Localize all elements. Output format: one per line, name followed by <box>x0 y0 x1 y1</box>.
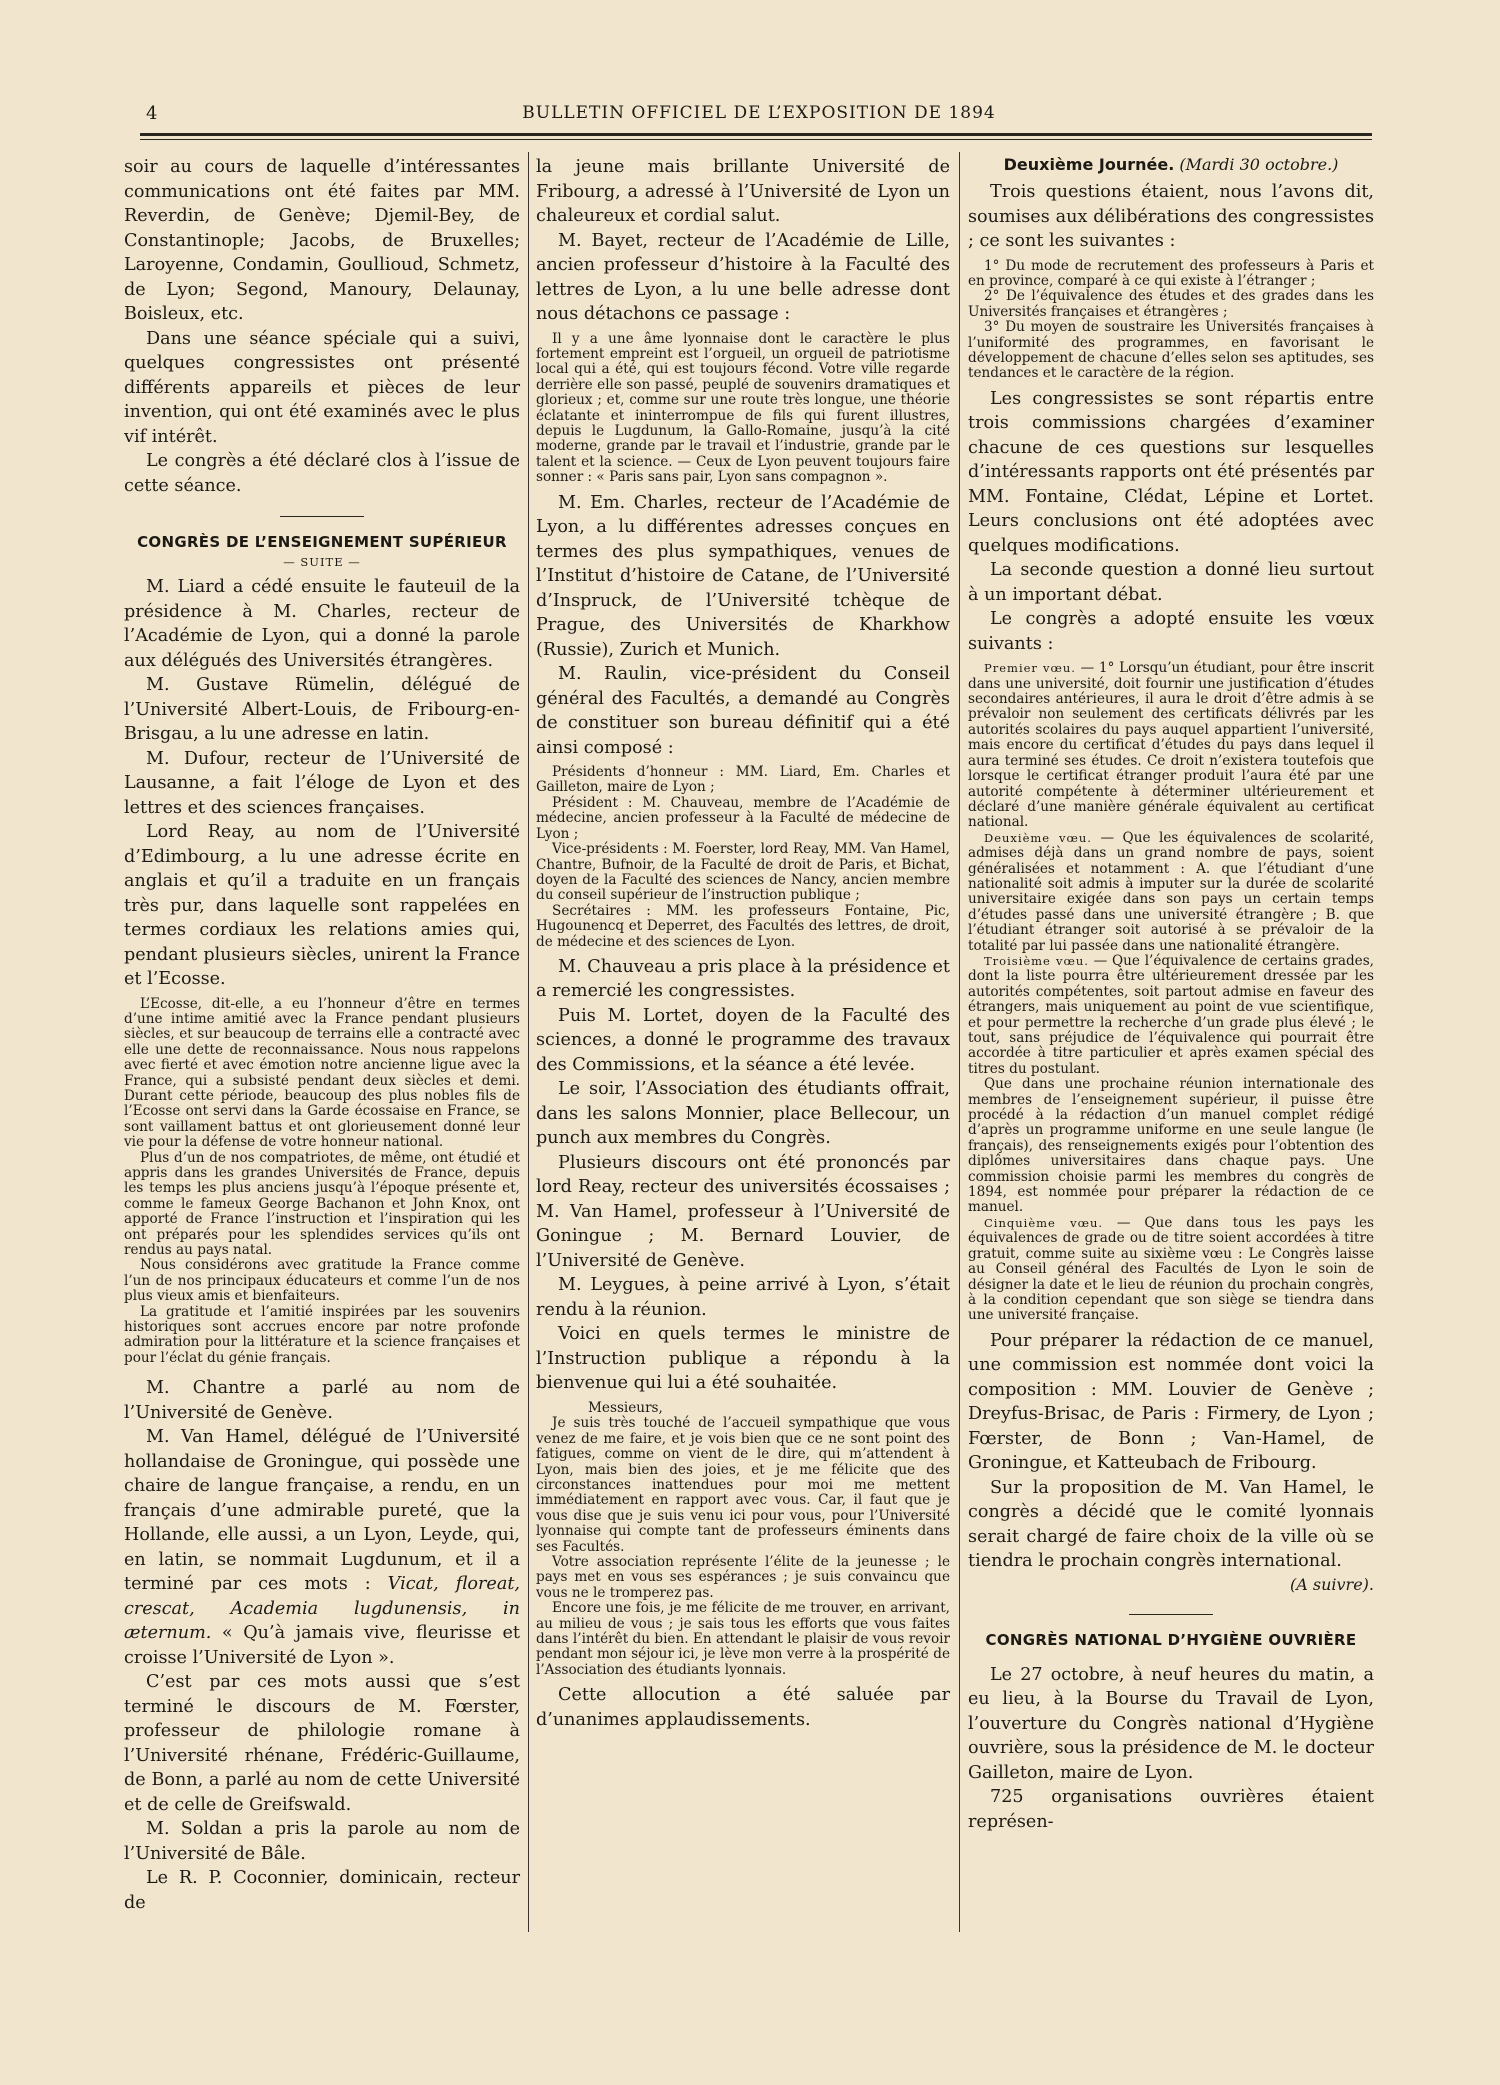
paragraph: M. Gustave Rümelin, délégué de l’Université Albert-Louis, de Fribourg-en-Brisgau, a lu une adresse en latin. <box>124 675 520 744</box>
paragraph: Le 27 octobre, à neuf heures du matin, a eu lieu, à la Bourse du Travail de Lyon, l’ouverture du Congrès national d’Hygiène ouvrière, sous la présidence de M. le docteur Gailleton, maire de Lyon. <box>968 1664 1374 1783</box>
paragraph: Le soir, l’Association des étudiants offrait, dans les salons Monnier, place Bellecour, un punch aux membres du Congrès. <box>536 1079 950 1149</box>
resolution-label: Premier vœu. <box>984 661 1076 676</box>
resolution: Que dans une prochaine réunion internationale des membres de l’enseignement supérieur, il puisse être procédé à la rédaction d’un manuel complet rédigé d’après un programme uniforme en une seule langue (le français), des renseignements exigés pour l’obtention des diplômes universitaires dans chaque pays. Une commission choisie parmi les membres du congrès de 1894, est nommée pour préparer la rédaction de ce manuel. <box>968 1076 1374 1216</box>
paragraph: M. Chantre a parlé au nom de l’Université de Genève. <box>124 1378 520 1423</box>
paragraph: M. Bayet, recteur de l’Académie de Lille, ancien professeur d’histoire à la Faculté des lettres de Lyon, a lu une belle adresse dont nous détachons ce passage : <box>536 230 950 324</box>
paragraph: La seconde question a donné lieu surtout à un important débat. <box>968 560 1374 605</box>
section-divider <box>1129 1614 1213 1615</box>
quoted-paragraph: La gratitude et l’amitié inspirées par les souvenirs historiques sont accrues encore par notre profonde admiration pour la littérature et la science françaises et pour l’éclat du génie français. <box>124 1303 520 1366</box>
paragraph: M. Soldan a pris la parole au nom de l’Université de Bâle. <box>124 1819 520 1864</box>
paragraph-text: M. Van Hamel, délégué de l’Université hollandaise de Groningue, qui possède une chaire de langue française, a rendu, en un français d’une admirable pureté, que la Hollande, elle aussi, a un Lyon, Leyde, qui, en latin, se nommait Lugdunum, et il a terminé par ces mots : <box>124 1427 520 1595</box>
section-subheading: — SUITE — <box>283 555 361 569</box>
column-3 <box>968 155 1374 1834</box>
paragraph: Dans une séance spéciale qui a suivi, quelques congressistes ont présenté différents appareils et pièces de leur invention, qui ont été examinés avec le plus vif intérêt. <box>124 328 520 447</box>
latin-quote: Vicat, floreat, crescat, Academia lugdunensis, in æternum. <box>124 1574 520 1644</box>
paragraph: M. Em. Charles, recteur de l’Académie de Lyon, a lu différentes adresses conçues en termes des plus sympathiques, venues de l’Institut d’histoire de Catane, de l’Université d’Inspruck, de l’Université tchèque de Prague, des Universités de Kharkhow (Russie), Zurich et Munich. <box>536 492 950 660</box>
resolution <box>968 954 1374 1077</box>
section-divider <box>280 516 364 517</box>
quoted-paragraph: Plus d’un de nos compatriotes, de même, ont étudié et appris dans les grandes Universités de France, depuis les temps les plus anciens jusqu’à l’époque présente et, comme le fameux George Bachanon et John Knox, ont apporté de France l’instruction et l’inspiration qui les ont préparés pour les splendides services qu’ils ont rendus au pays natal. <box>124 1149 520 1258</box>
quoted-paragraph: L’Ecosse, dit-elle, a eu l’honneur d’être en termes d’une intime amitié avec la France pendant plusieurs siècles, et sur beaucoup de terrains elle a contracté avec elle une dette de reconnaissance. Nous nous rappelons avec fierté et avec émotion notre ancienne ligue avec la France, qui a subsisté pendant deux siècles et demi. Durant cette période, beaucoup des plus nobles fils de l’Ecosse ont servi dans la Garde écossaise en France, se sont vaillament battus et ont glorieusement donné leur vie pour la défense de votre honneur national. <box>124 995 520 1151</box>
paragraph: Cette allocution a été saluée par d’unanimes applaudissements. <box>536 1685 950 1730</box>
paragraph: Voici en quels termes le ministre de l’Instruction publique a répondu à la bienvenue qui lui a été souhaitée. <box>536 1324 950 1394</box>
paragraph <box>124 1425 520 1670</box>
paragraph: Pour préparer la rédaction de ce manuel, une commission est nommée dont voici la composition : MM. Louvier de Genève ; Dreyfus-Brisac, de Paris : Firmery, de Lyon ; Fœrster, de Bonn ; Van-Hamel, de Groningue, et Katteubach de Fribourg. <box>968 1330 1374 1474</box>
resolution <box>968 1216 1374 1324</box>
paragraph: Puis M. Lortet, doyen de la Faculté des sciences, a donné le programme des travaux des Commissions, et la séance a été levée. <box>536 1005 950 1075</box>
paragraph: M. Leygues, à peine arrivé à Lyon, s’était rendu à la réunion. <box>536 1275 950 1320</box>
publication-title: BULLETIN OFFICIEL DE L’EXPOSITION DE 1894 <box>522 103 996 123</box>
header-rule <box>140 133 1372 136</box>
day-heading <box>968 155 1374 174</box>
quoted-paragraph: Présidents d’honneur : MM. Liard, Em. Charles et Gailleton, maire de Lyon ; <box>536 764 950 796</box>
to-be-continued: (A suivre). <box>1290 1574 1374 1594</box>
paragraph: Le R. P. Coconnier, dominicain, recteur de <box>124 1868 520 1913</box>
resolution <box>968 661 1374 830</box>
paragraph: Sur la proposition de M. Van Hamel, le congrès a décidé que le comité lyonnais serait chargé de faire choix de la ville où se tiendra le prochain congrès international. <box>968 1477 1374 1572</box>
quoted-paragraph: Secrétaires : MM. les professeurs Fontaine, Pic, Hugounencq et Deperret, des Facultés des lettres, de droit, de médecine et des sciences de Lyon. <box>536 902 950 950</box>
page-header <box>146 103 1372 129</box>
resolution-label: Deuxième vœu. <box>984 830 1092 845</box>
day-title: Deuxième Journée. <box>1003 155 1175 174</box>
letter-salutation: Messieurs, <box>588 1399 663 1416</box>
paragraph: Les congressistes se sont répartis entre trois commissions chargées d’examiner chacune de ces questions sur lesquelles d’intéressants rapports ont été présentés par MM. Fontaine, Clédat, Lépine et Lortet. Leurs conclusions ont été adoptées avec quelques modifications. <box>968 388 1374 556</box>
numbered-question: 2° De l’équivalence des études et des grades dans les Universités françaises et étrangères ; <box>968 288 1374 320</box>
paragraph: 725 organisations ouvrières étaient représen- <box>968 1787 1374 1832</box>
quoted-paragraph: Votre association représente l’élite de la jeunesse ; le pays met en vous ses espérances ; je suis convaincu que vous ne le tromperez pas. <box>536 1554 950 1601</box>
numbered-question: 3° Du moyen de soustraire les Universités françaises à l’uniformité des programmes, en favorisant le développement de chacune d’elles selon ses aptitudes, ses tendances et le caractère de la région. <box>968 319 1374 382</box>
quoted-paragraph: Je suis très touché de l’accueil sympathique que vous venez de me faire, et je vois bien que ce ne sont point des fatigues, comme on vient de le dire, qui m’attendent à Lyon, mais bien des joies, et je me félicite que des circonstances inattendues pour moi me mettent immédiatement en rapport avec vous. Car, il faut que je vous dise que je suis venu ici pour vous, pour l’Université lyonnaise qui compte tant de professeurs éminents dans ses Facultés. <box>536 1415 950 1555</box>
numbered-question: 1° Du mode de recrutement des professeurs à Paris et en province, comparé à ce qui existe à l’étranger ; <box>968 257 1374 289</box>
quoted-paragraph: Nous considérons avec gratitude la France comme l’un de nos principaux éducateurs et comme l’un de nos plus vieux amis et bienfaiteurs. <box>124 1257 520 1305</box>
paragraph: M. Liard a cédé ensuite le fauteuil de la présidence à M. Charles, recteur de l’Académie de Lyon, qui a donné la parole aux délégués des Universités étrangères. <box>124 577 520 671</box>
paragraph: M. Dufour, recteur de l’Université de Lausanne, a fait l’éloge de Lyon et des lettres et des sciences françaises. <box>124 748 520 818</box>
quoted-paragraph: Encore une fois, je me félicite de me trouver, en arrivant, au milieu de vous ; je sais tous les efforts que vous faites dans l’intérêt du bien. En attendant le plaisir de vous revoir pendant mon séjour ici, je lève mon verre à la prospérité de l’Association des étudiants lyonnais. <box>536 1600 950 1678</box>
column-2 <box>536 155 950 1732</box>
resolution-text: — Que l’équivalence de certains grades, dont la liste pourra être ultérieurement dressée par les autorités compétentes, soit partout admise en faveur des étrangers, mais uniquement au point de vue scientifique, et pour permettre la recherche d’un grade plus élevé ; le tout, sans préjudice de l’équivalence qui pourrait être accordée à titre particulier et après examen spécial des titres du postulant. <box>968 952 1374 1077</box>
paragraph: soir au cours de laquelle d’intéressantes communications ont été faites par MM. Reverdin, de Genève; Djemil-Bey, de Constantinople; Jacobs, de Bruxelles; Laroyenne, Condamin, Goullioud, Schmetz, de Lyon; Segond, Manoury, Delaunay, Boisleux, etc. <box>124 157 520 324</box>
paragraph-text: « Qu’à jamais vive, fleurisse et croisse l’Université de Lyon ». <box>124 1623 520 1668</box>
resolution-text: — 1° Lorsqu’un étudiant, pour être inscrit dans une université, doit fournir une justification d’études secondaires antérieures, il aura le droit d’être admis à se prévaloir non seulement des certificats délivrés par les autorités scolaires du pays auquel appartient l’université, mais encore du certificat d’études du pays dans lequel il aura terminé ses études. Ce droit n’existera toutefois que lorsque le certificat étranger produit l’aura été par une autorité compétente à déterminer ultérieurement et déclaré d’une manière générale équivalent au certificat national. <box>968 660 1375 831</box>
resolution-text: — Que les équivalences de scolarité, admises déjà dans un grand nombre de pays, soient généralisées et notamment : A. que l’étudiant d’une nationalité soit admis à imputer sur la durée de scolarité universitaire exigée dans son pays un certain temps d’études passé dans une université étrangère ; B. que l’étudiant étranger soit autorisé à se prévaloir de la totalité par lui passée dans une nationalité étrangère. <box>968 829 1375 954</box>
paragraph: Plusieurs discours ont été prononcés par lord Reay, recteur des universités écossaises ; M. Van Hamel, professeur à l’Université de Goningue ; M. Bernard Louvier, de l’Université de Genève. <box>536 1152 950 1271</box>
header-rule-thin <box>140 139 1372 140</box>
section-heading: CONGRÈS DE L’ENSEIGNEMENT SUPÉRIEUR <box>137 533 507 551</box>
quoted-paragraph: Il y a une âme lyonnaise dont le caractère le plus fortement empreint est l’orgueil, un orgueil de patriotisme local qui a été, qui est toujours fécond. Votre ville regarde derrière elle son passé, peuplé de souvenirs dramatiques et glorieux ; et, comme sur une route très longue, une théorie éclatante et ininterrompue de fils qui furent illustres, depuis le Lugdunum, la Gallo-Romaine, jusqu’à la cité moderne, grande par le travail et l’industrie, grande par le talent et la science. — Ceux de Lyon peuvent toujours faire sonner : « Paris sans pair, Lyon sans compagnon ». <box>536 330 950 486</box>
column-divider <box>528 152 529 1932</box>
resolution <box>968 831 1374 954</box>
paragraph: M. Raulin, vice-président du Conseil général des Facultés, a demandé au Congrès de constituer son bureau définitif qui a été ainsi composé : <box>536 664 950 758</box>
section-heading: CONGRÈS NATIONAL D’HYGIÈNE OUVRIÈRE <box>985 1630 1357 1649</box>
column-1 <box>124 155 520 1915</box>
resolution-text: — Que dans tous les pays les équivalences de grade ou de titre soient accordées à titre gratuit, comme suite au sixième vœu : Le Congrès laisse au Conseil général des Facultés de Lyon le soin de désigner la date et le lieu de réunion du prochain congrès, à la condition cependant que son siège se tiendra dans une université française. <box>968 1214 1374 1324</box>
paragraph: Le congrès a été déclaré clos à l’issue de cette séance. <box>124 451 520 496</box>
paragraph: C’est par ces mots aussi que s’est terminé le discours de M. Fœrster, professeur de philologie romane à l’Université rhénane, Frédéric-Guillaume, de Bonn, a parlé au nom de cette Université et de celle de Greifswald. <box>124 1672 520 1815</box>
resolution-label: Troisième vœu. <box>984 953 1089 968</box>
paragraph: la jeune mais brillante Université de Fribourg, a adressé à l’Université de Lyon un chaleureux et cordial salut. <box>536 157 950 226</box>
paragraph: M. Chauveau a pris place à la présidence et a remercié les congressistes. <box>536 956 950 1002</box>
resolution-label: Cinquième vœu. <box>984 1215 1104 1230</box>
paragraph: Le congrès a adopté ensuite les vœux suivants : <box>968 609 1374 654</box>
paragraph: Trois questions étaient, nous l’avons dit, soumises aux délibérations des congressistes ; ce sont les suivantes : <box>968 182 1374 251</box>
quoted-paragraph: Vice-présidents : M. Foerster, lord Reay, MM. Van Hamel, Chantre, Bufnoir, de la Faculté de droit de Paris, et Bichat, doyen de la Faculté des sciences de Nancy, ancien membre du conseil supérieur de l’instruction publique ; <box>536 841 950 904</box>
day-date: (Mardi 30 octobre.) <box>1179 155 1339 174</box>
page-number: 4 <box>146 103 158 124</box>
column-divider <box>959 152 960 1932</box>
paragraph: Lord Reay, au nom de l’Université d’Edimbourg, a lu une adresse écrite en anglais et qu’il a traduite en un français très pur, dans laquelle sont rappelées en termes cordiaux les relations amies qui, pendant plusieurs siècles, unirent la France et l’Ecosse. <box>124 822 520 989</box>
quoted-paragraph: Président : M. Chauveau, membre de l’Académie de médecine, ancien professeur à la Faculté de médecine de Lyon ; <box>536 794 950 842</box>
